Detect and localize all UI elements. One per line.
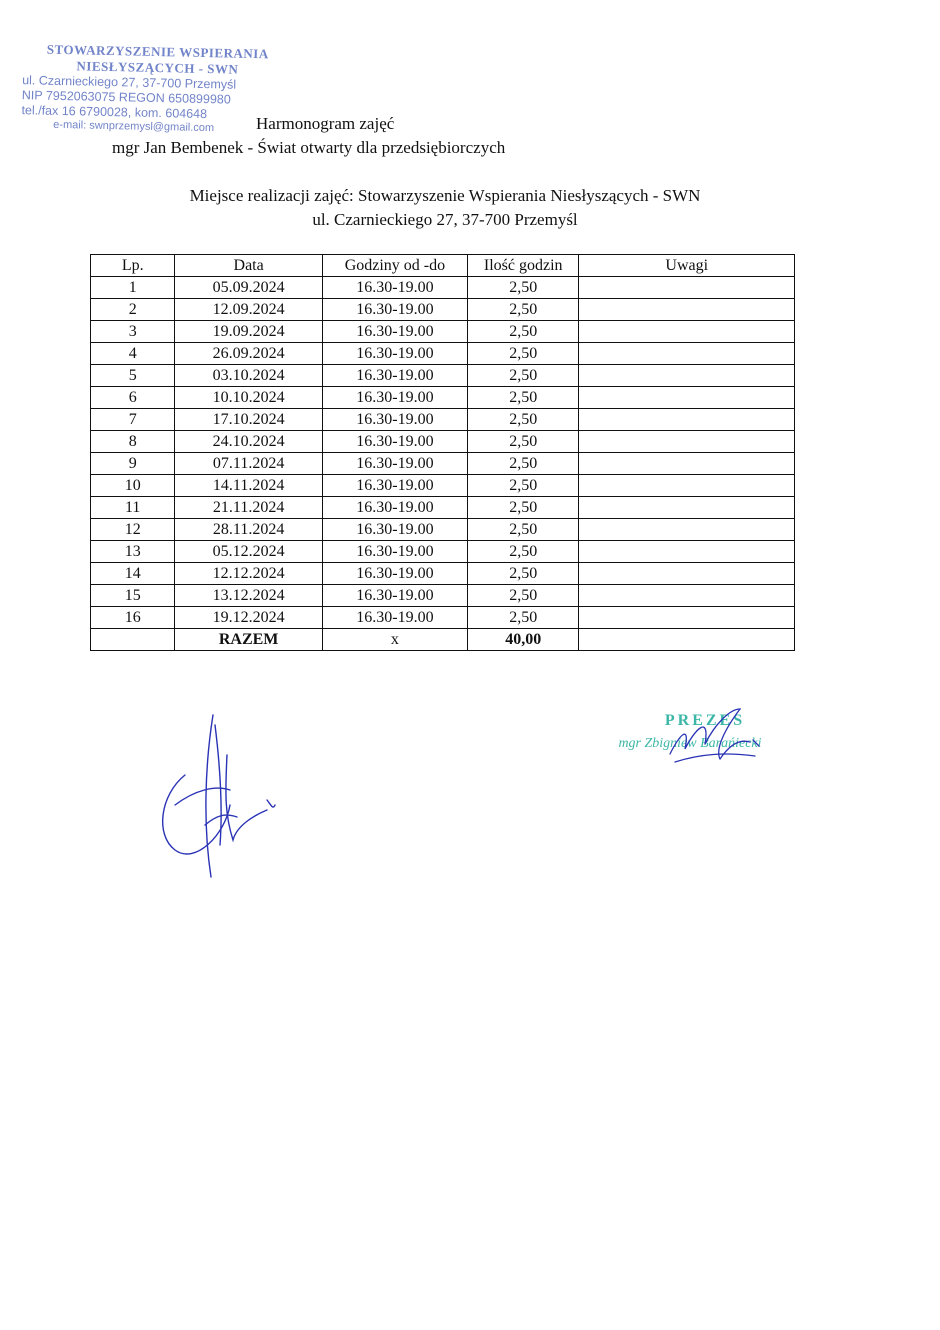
cell-date: 03.10.2024 [175,365,322,387]
cell-count: 2,50 [468,277,579,299]
table-row [91,497,795,519]
cell-count: 2,50 [468,541,579,563]
schedule-table [90,254,795,651]
cell-date: 24.10.2024 [175,431,322,453]
cell-count: 2,50 [468,453,579,475]
cell-hours: 16.30-19.00 [322,585,467,607]
total-count: 40,00 [468,629,579,651]
cell-lp: 1 [91,277,175,299]
table-header-row [91,255,795,277]
table-row [91,409,795,431]
table-row [91,585,795,607]
cell-notes [579,387,795,409]
cell-hours: 16.30-19.00 [322,299,467,321]
header-hours: Godziny od -do [322,255,467,277]
cell-date: 05.09.2024 [175,277,322,299]
cell-date: 10.10.2024 [175,387,322,409]
cell-hours: 16.30-19.00 [322,497,467,519]
cell-hours: 16.30-19.00 [322,563,467,585]
cell-hours: 16.30-19.00 [322,409,467,431]
cell-count: 2,50 [468,387,579,409]
cell-notes [579,519,795,541]
cell-count: 2,50 [468,585,579,607]
cell-date: 14.11.2024 [175,475,322,497]
table-row [91,343,795,365]
header-count: Ilość godzin [468,255,579,277]
total-hours: x [322,629,467,651]
prezes-title: PREZES [664,712,746,729]
table-row [91,365,795,387]
header-date: Data [175,255,322,277]
cell-notes [579,431,795,453]
table-body [91,277,795,629]
table-row [91,541,795,563]
cell-lp: 15 [91,585,175,607]
cell-hours: 16.30-19.00 [322,277,467,299]
cell-notes [579,563,795,585]
document-subtitle: mgr Jan Bembenek - Świat otwarty dla przedsiębiorczych [112,138,506,157]
stamp-nip-regon: NIP 7952063075 REGON 650899980 [21,88,231,107]
cell-lp: 13 [91,541,175,563]
cell-notes [579,277,795,299]
cell-date: 21.11.2024 [175,497,322,519]
cell-count: 2,50 [468,519,579,541]
cell-lp: 3 [91,321,175,343]
place-line1: Miejsce realizacji zajęć: Stowarzyszenie Wspierania Niesłyszących - SWN [189,186,701,205]
total-notes [579,629,795,651]
cell-date: 19.12.2024 [175,607,322,629]
cell-date: 13.12.2024 [175,585,322,607]
cell-notes [579,321,795,343]
table-row [91,277,795,299]
cell-notes [579,343,795,365]
place-line2: ul. Czarnieckiego 27, 37-700 Przemyśl [312,210,578,229]
cell-count: 2,50 [468,607,579,629]
cell-count: 2,50 [468,299,579,321]
cell-hours: 16.30-19.00 [322,343,467,365]
cell-notes [579,299,795,321]
cell-hours: 16.30-19.00 [322,321,467,343]
table-row [91,519,795,541]
cell-notes [579,475,795,497]
total-lp [91,629,175,651]
cell-hours: 16.30-19.00 [322,431,467,453]
table-row [91,475,795,497]
document-title: Harmonogram zajęć [256,114,395,133]
cell-count: 2,50 [468,409,579,431]
cell-hours: 16.30-19.00 [322,365,467,387]
cell-date: 28.11.2024 [175,519,322,541]
cell-notes [579,409,795,431]
cell-count: 2,50 [468,365,579,387]
stamp-email: e-mail: swnprzemysl@gmail.com [53,118,215,135]
cell-hours: 16.30-19.00 [322,475,467,497]
prezes-name: mgr Zbigniew Barańiecki [618,736,762,751]
cell-date: 12.12.2024 [175,563,322,585]
stamp-name-line2: NIESŁYSZĄCYCH - SWN [76,58,239,77]
table-total-row [91,629,795,651]
table-row [91,387,795,409]
signature-left [155,705,295,885]
cell-lp: 6 [91,387,175,409]
cell-count: 2,50 [468,475,579,497]
cell-count: 2,50 [468,321,579,343]
cell-hours: 16.30-19.00 [322,453,467,475]
cell-lp: 9 [91,453,175,475]
cell-date: 05.12.2024 [175,541,322,563]
cell-notes [579,453,795,475]
cell-count: 2,50 [468,343,579,365]
total-label: RAZEM [175,629,322,651]
cell-hours: 16.30-19.00 [322,607,467,629]
organization-stamp [21,41,293,137]
place-info [0,184,890,232]
cell-date: 19.09.2024 [175,321,322,343]
cell-lp: 4 [91,343,175,365]
cell-date: 12.09.2024 [175,299,322,321]
table-row [91,321,795,343]
cell-hours: 16.30-19.00 [322,519,467,541]
cell-lp: 2 [91,299,175,321]
signature-right [655,704,775,774]
cell-lp: 16 [91,607,175,629]
table-row [91,431,795,453]
cell-lp: 5 [91,365,175,387]
table-row [91,453,795,475]
stamp-name-line1: STOWARZYSZENIE WSPIERANIA [46,41,269,62]
cell-notes [579,497,795,519]
cell-notes [579,365,795,387]
cell-notes [579,541,795,563]
cell-count: 2,50 [468,431,579,453]
header-notes: Uwagi [579,255,795,277]
stamp-phone: tel./fax 16 6790028, kom. 604648 [21,103,208,122]
table-row [91,299,795,321]
header-lp: Lp. [91,255,175,277]
cell-lp: 11 [91,497,175,519]
cell-date: 26.09.2024 [175,343,322,365]
cell-hours: 16.30-19.00 [322,387,467,409]
cell-lp: 10 [91,475,175,497]
cell-date: 17.10.2024 [175,409,322,431]
cell-count: 2,50 [468,497,579,519]
cell-lp: 12 [91,519,175,541]
cell-notes [579,585,795,607]
cell-count: 2,50 [468,563,579,585]
table-row [91,607,795,629]
table-row [91,563,795,585]
stamp-address: ul. Czarnieckiego 27, 37-700 Przemyśl [22,73,237,92]
cell-lp: 14 [91,563,175,585]
cell-lp: 7 [91,409,175,431]
cell-notes [579,607,795,629]
cell-date: 07.11.2024 [175,453,322,475]
cell-lp: 8 [91,431,175,453]
cell-hours: 16.30-19.00 [322,541,467,563]
